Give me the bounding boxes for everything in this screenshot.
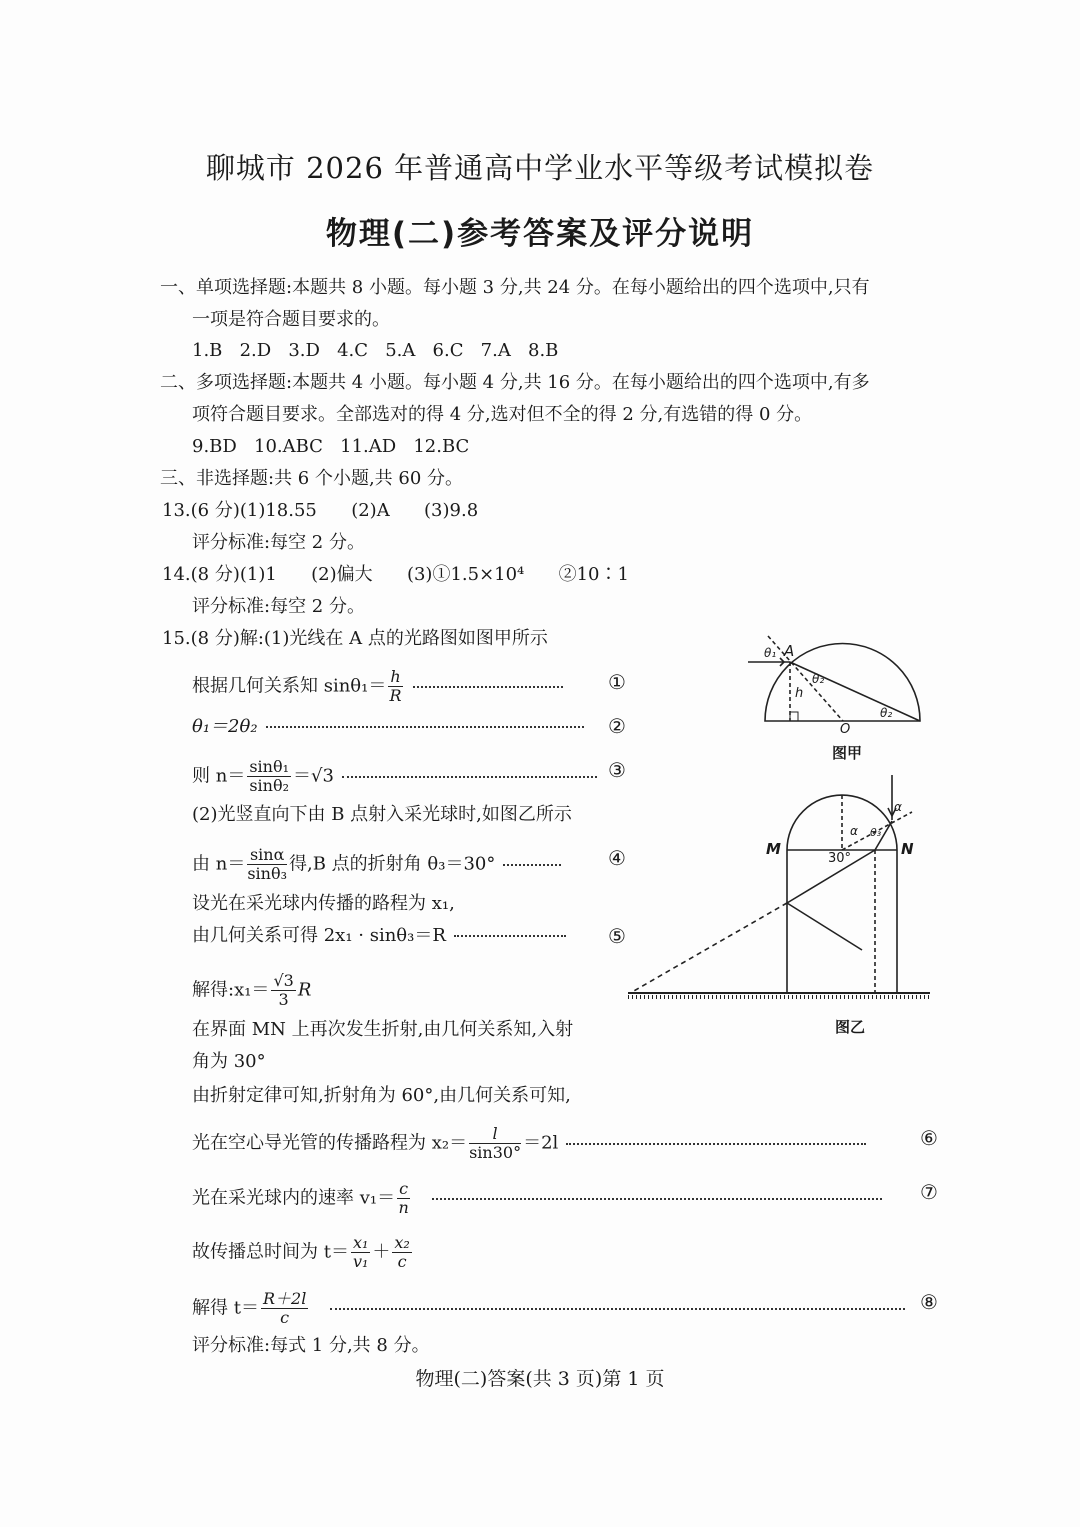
refraction-line: 由折射定律可知,折射角为 60°,由几何关系可知, <box>192 1085 571 1106</box>
eq6-text: 光在空心导光管的传播路程为 x₂＝ <box>192 1132 468 1154</box>
numerator: x₁ <box>352 1233 369 1252</box>
section2-header: 二、多项选择题:本题共 4 小题。每小题 4 分,共 16 分。在每小题给出的四个选项中,有多 <box>160 372 870 393</box>
label-n: N <box>901 840 914 858</box>
denominator: sinθ₂ <box>249 776 290 795</box>
label-30deg: 30° <box>828 851 852 866</box>
section3-header: 三、非选择题:共 6 个小题,共 60 分。 <box>160 468 464 489</box>
label-theta2-bottom: θ₂ <box>880 706 893 720</box>
denominator: sin30° <box>469 1143 522 1162</box>
q15-score: 评分标准:每式 1 分,共 8 分。 <box>192 1335 430 1356</box>
label-alpha: α <box>850 824 858 838</box>
denominator: 3 <box>278 990 289 1009</box>
numerator: h <box>390 667 401 686</box>
eq1-text: 根据几何关系知 sinθ₁＝ <box>192 675 387 697</box>
part2-intro: (2)光竖直向下由 B 点射入采光球时,如图乙所示 <box>192 804 572 825</box>
label-a: A <box>784 642 795 660</box>
eq-number-6: ⑥ <box>920 1126 938 1150</box>
solution-text: 解得:x₁＝ <box>192 979 270 1001</box>
denominator: n <box>398 1198 409 1217</box>
numerator: c <box>399 1179 409 1198</box>
mn-line-1: 在界面 MN 上再次发生折射,由几何关系知,入射 <box>192 1019 574 1040</box>
label-m: M <box>766 840 781 858</box>
exam-title: 聊城市 2026 年普通高中学业水平等级考试模拟卷 <box>205 151 875 185</box>
eq3-text: 则 n＝ <box>192 765 246 787</box>
eq7-text: 光在采光球内的速率 v₁＝ <box>192 1187 396 1209</box>
q14-score: 评分标准:每空 2 分。 <box>192 596 365 617</box>
eq-number-3: ③ <box>608 758 626 782</box>
eq-number-8: ⑧ <box>920 1290 938 1314</box>
figure-b <box>628 775 930 997</box>
section1-answers: 1.B 2.D 3.D 4.C 5.A 6.C 7.A 8.B <box>192 340 559 361</box>
eq-number-4: ④ <box>608 846 626 870</box>
label-theta2: θ₂ <box>812 672 825 686</box>
section1-header: 一、单项选择题:本题共 8 小题。每小题 3 分,共 24 分。在每小题给出的四个选项中,只有 <box>160 277 870 298</box>
section1-header-cont: 一项是符合题目要求的。 <box>192 309 390 330</box>
denominator: c <box>397 1252 407 1271</box>
numerator: x₂ <box>394 1233 410 1252</box>
normal-line <box>768 636 843 721</box>
solution-unit: R <box>297 979 312 1001</box>
mn-line-2: 角为 30° <box>192 1051 266 1072</box>
eq8-text: 解得 t＝ <box>192 1297 259 1319</box>
denominator: sinθ₃ <box>247 864 288 883</box>
eq-number-5: ⑤ <box>608 924 626 948</box>
q13-answer: 13.(6 分)(1)18.55 (2)A (3)9.8 <box>162 500 479 521</box>
eq-number-1: ① <box>608 670 626 694</box>
eq-number-2: ② <box>608 714 626 738</box>
document-subtitle: 物理(二)参考答案及评分说明 <box>325 216 755 252</box>
numerator: R＋2l <box>262 1289 307 1308</box>
refracted-ray <box>790 662 920 721</box>
q13-score: 评分标准:每空 2 分。 <box>192 532 365 553</box>
label-theta3: θ₃ <box>870 826 882 839</box>
figure-a-caption: 图甲 <box>832 744 863 762</box>
section2-header-cont: 项符合题目要求。全部选对的得 4 分,选对但不全的得 2 分,有选错的得 0 分。 <box>192 404 813 425</box>
section2-answers: 9.BD 10.ABC 11.AD 12.BC <box>192 436 470 457</box>
page-footer: 物理(二)答案(共 3 页)第 1 页 <box>415 1368 665 1390</box>
right-angle-mark <box>790 712 798 721</box>
eq4-result: 得,B 点的折射角 θ₃＝30° <box>289 853 496 875</box>
total-time-text: 故传播总时间为 t＝ <box>192 1241 349 1263</box>
label-o: O <box>840 722 851 737</box>
denominator: v₁ <box>352 1252 369 1271</box>
extension-line <box>632 903 787 992</box>
eq6-result: ＝2l <box>523 1132 559 1154</box>
eq4-text: 由 n＝ <box>192 853 246 875</box>
q14-answer: 14.(8 分)(1)1 (2)偏大 (3)①1.5×10⁴ ②10∶1 <box>162 564 629 585</box>
eq5-text: 由几何关系可得 2x₁ · sinθ₃＝R <box>192 925 446 946</box>
denominator: R <box>389 686 402 705</box>
reflected-ray <box>787 903 862 950</box>
path-setup: 设光在采光球内传播的路程为 x₁, <box>192 893 455 914</box>
label-h: h <box>795 686 804 701</box>
eq2-text: θ₁＝2θ₂ <box>192 716 258 737</box>
numerator: sinθ₁ <box>249 757 290 776</box>
numerator: sinα <box>247 846 287 865</box>
denominator: c <box>280 1308 290 1327</box>
eq-number-7: ⑦ <box>920 1180 938 1204</box>
numerator: l <box>469 1125 521 1144</box>
numerator: √3 <box>273 971 294 990</box>
eq3-result: ＝√3 <box>293 765 334 787</box>
q15-intro: 15.(8 分)解:(1)光线在 A 点的光路图如图甲所示 <box>162 628 548 649</box>
label-alpha-top: α <box>894 800 902 814</box>
plus-sign: ＋ <box>372 1241 391 1263</box>
figure-b-caption: 图乙 <box>835 1018 866 1036</box>
label-theta1: θ₁ <box>764 646 777 660</box>
